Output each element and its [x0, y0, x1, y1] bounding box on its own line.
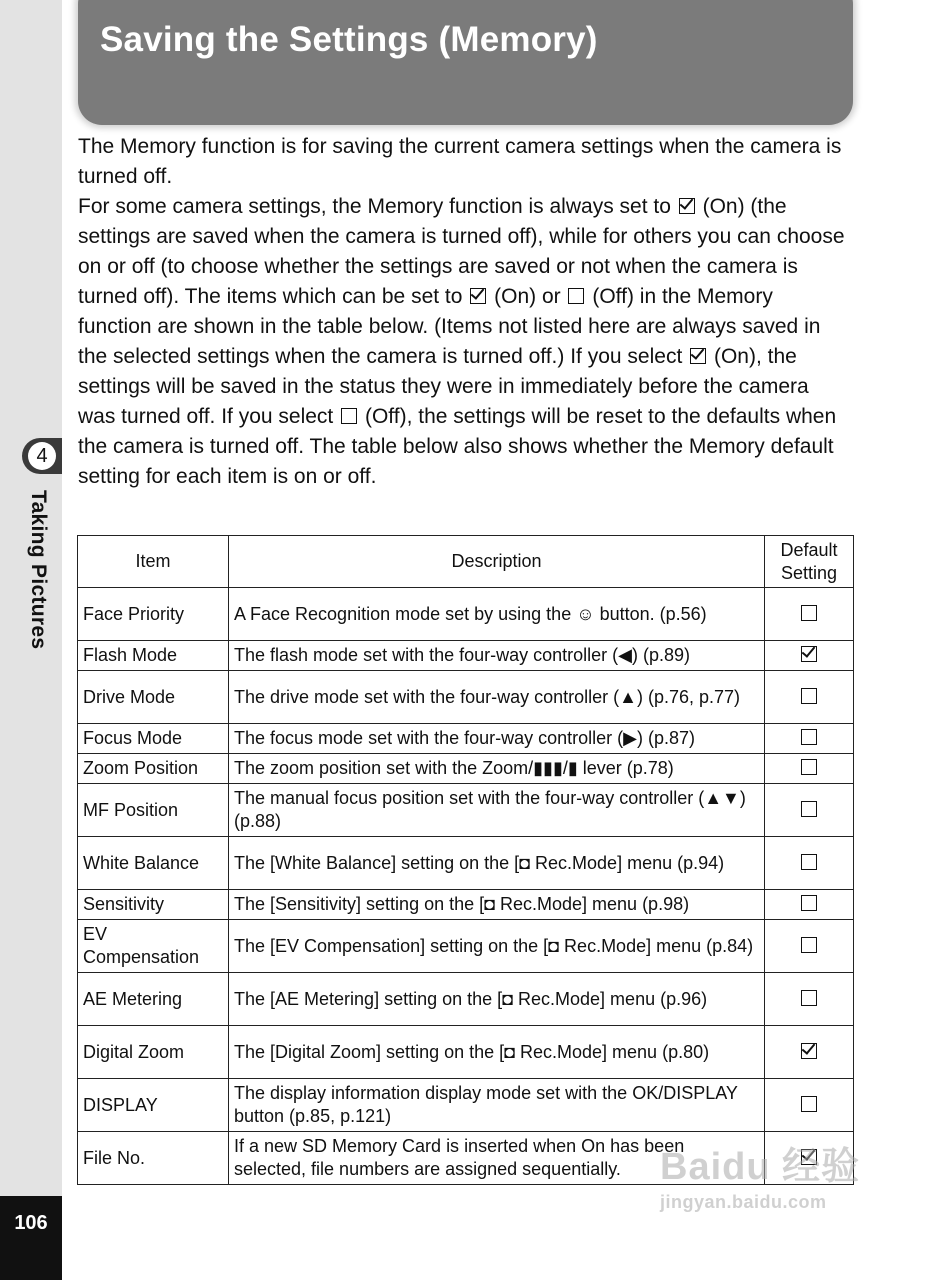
description-cell: The flash mode set with the four-way controller (◀) (p.89): [229, 641, 765, 671]
default-setting-cell: [765, 1079, 854, 1132]
table-row: [78, 641, 854, 671]
intro-text-c: (On) or: [494, 285, 561, 308]
item-cell: Digital Zoom: [78, 1026, 229, 1079]
description-cell: The focus mode set with the four-way controller (▶) (p.87): [229, 724, 765, 754]
table-row: [78, 890, 854, 920]
table-row: [78, 724, 854, 754]
description-cell: A Face Recognition mode set by using the ☺ button. (p.56): [229, 588, 765, 641]
checkbox-off-icon: [568, 288, 584, 304]
intro-text: [78, 132, 848, 492]
chapter-title: Taking Pictures: [27, 490, 50, 650]
checkbox-off-icon: [801, 688, 817, 704]
description-cell: The [White Balance] setting on the [◘ Rec.Mode] menu (p.94): [229, 837, 765, 890]
default-setting-cell: [765, 1026, 854, 1079]
intro-paragraph-1: The Memory function is for saving the current camera settings when the camera is turned off.: [78, 135, 842, 188]
intro-text-a: For some camera settings, the Memory function is always set to: [78, 195, 671, 218]
default-setting-cell: [765, 588, 854, 641]
watermark-logo: Baidu 经验: [660, 1146, 861, 1188]
intro-text-d: (Off) in the Memory function are shown in the table below. (Items not listed here are always saved in the selected settings when the camera is turned off.) If you select: [78, 285, 821, 368]
watermark: [660, 1135, 860, 1213]
watermark-url: jingyan.baidu.com: [660, 1192, 827, 1212]
item-cell: Sensitivity: [78, 890, 229, 920]
description-cell: The zoom position set with the Zoom/▮▮▮/▮ lever (p.78): [229, 754, 765, 784]
item-cell: White Balance: [78, 837, 229, 890]
item-cell: Drive Mode: [78, 671, 229, 724]
table-row: [78, 837, 854, 890]
checkbox-off-icon: [801, 990, 817, 1006]
checkbox-on-icon: [690, 348, 706, 364]
header-default: Default Setting: [765, 536, 854, 588]
description-cell: The [AE Metering] setting on the [◘ Rec.Mode] menu (p.96): [229, 973, 765, 1026]
default-setting-cell: [765, 724, 854, 754]
table-row: [78, 1079, 854, 1132]
item-cell: Flash Mode: [78, 641, 229, 671]
header-item: Item: [78, 536, 229, 588]
description-cell: If a new SD Memory Card is inserted when On has been selected, file numbers are assigned sequentially.: [229, 1132, 765, 1185]
default-setting-cell: [765, 920, 854, 973]
description-cell: The [EV Compensation] setting on the [◘ Rec.Mode] menu (p.84): [229, 920, 765, 973]
intro-text-b: (On) (the settings are saved when the camera is turned off), while for others you can choose on or off (to choose whether the settings are saved or not when the camera is turned off). The items which can be set to: [78, 195, 845, 308]
chapter-number: 4: [28, 442, 56, 470]
default-setting-cell: [765, 890, 854, 920]
checkbox-off-icon: [801, 801, 817, 817]
checkbox-off-icon: [801, 895, 817, 911]
checkbox-off-icon: [801, 937, 817, 953]
default-setting-cell: [765, 973, 854, 1026]
description-cell: The drive mode set with the four-way controller (▲) (p.76, p.77): [229, 671, 765, 724]
checkbox-on-icon: [801, 646, 817, 662]
page-number-box: [0, 1196, 62, 1280]
checkbox-on-icon: [801, 1043, 817, 1059]
item-cell: Focus Mode: [78, 724, 229, 754]
table-header-row: [78, 536, 854, 588]
table-row: [78, 1026, 854, 1079]
table-row: [78, 754, 854, 784]
checkbox-off-icon: [801, 759, 817, 775]
checkbox-off-icon: [801, 729, 817, 745]
intro-paragraph-2: [78, 192, 848, 492]
item-cell: AE Metering: [78, 973, 229, 1026]
table-row: [78, 784, 854, 837]
sidebar: [0, 0, 62, 1280]
title-banner: [78, 0, 853, 125]
intro-text-f: (Off), the settings will be reset to the defaults when the camera is turned off. The table below also shows whether the Memory default setting for each item is on or off.: [78, 405, 837, 488]
item-cell: EV Compensation: [78, 920, 229, 973]
page-title: Saving the Settings (Memory): [100, 20, 598, 59]
description-cell: The display information display mode set with the OK/DISPLAY button (p.85, p.121): [229, 1079, 765, 1132]
item-cell: Face Priority: [78, 588, 229, 641]
table-row: [78, 588, 854, 641]
default-setting-cell: [765, 754, 854, 784]
checkbox-off-icon: [801, 605, 817, 621]
item-cell: DISPLAY: [78, 1079, 229, 1132]
checkbox-off-icon: [801, 1096, 817, 1112]
intro-text-e: (On), the settings will be saved in the status they were in immediately before the camera was turned off. If you select: [78, 345, 809, 428]
chapter-tab: [22, 438, 62, 474]
item-cell: File No.: [78, 1132, 229, 1185]
table-row: [78, 920, 854, 973]
page-number: 106: [14, 1212, 48, 1234]
table-row: [78, 671, 854, 724]
checkbox-off-icon: [341, 408, 357, 424]
item-cell: MF Position: [78, 784, 229, 837]
header-description: Description: [229, 536, 765, 588]
checkbox-on-icon: [470, 288, 486, 304]
description-cell: The [Digital Zoom] setting on the [◘ Rec.Mode] menu (p.80): [229, 1026, 765, 1079]
default-setting-cell: [765, 671, 854, 724]
default-setting-cell: [765, 837, 854, 890]
checkbox-off-icon: [801, 854, 817, 870]
checkbox-on-icon: [679, 198, 695, 214]
default-setting-cell: [765, 641, 854, 671]
description-cell: The [Sensitivity] setting on the [◘ Rec.Mode] menu (p.98): [229, 890, 765, 920]
table-row: [78, 973, 854, 1026]
memory-settings-table: [77, 535, 854, 1185]
item-cell: Zoom Position: [78, 754, 229, 784]
description-cell: The manual focus position set with the four-way controller (▲▼) (p.88): [229, 784, 765, 837]
default-setting-cell: [765, 784, 854, 837]
